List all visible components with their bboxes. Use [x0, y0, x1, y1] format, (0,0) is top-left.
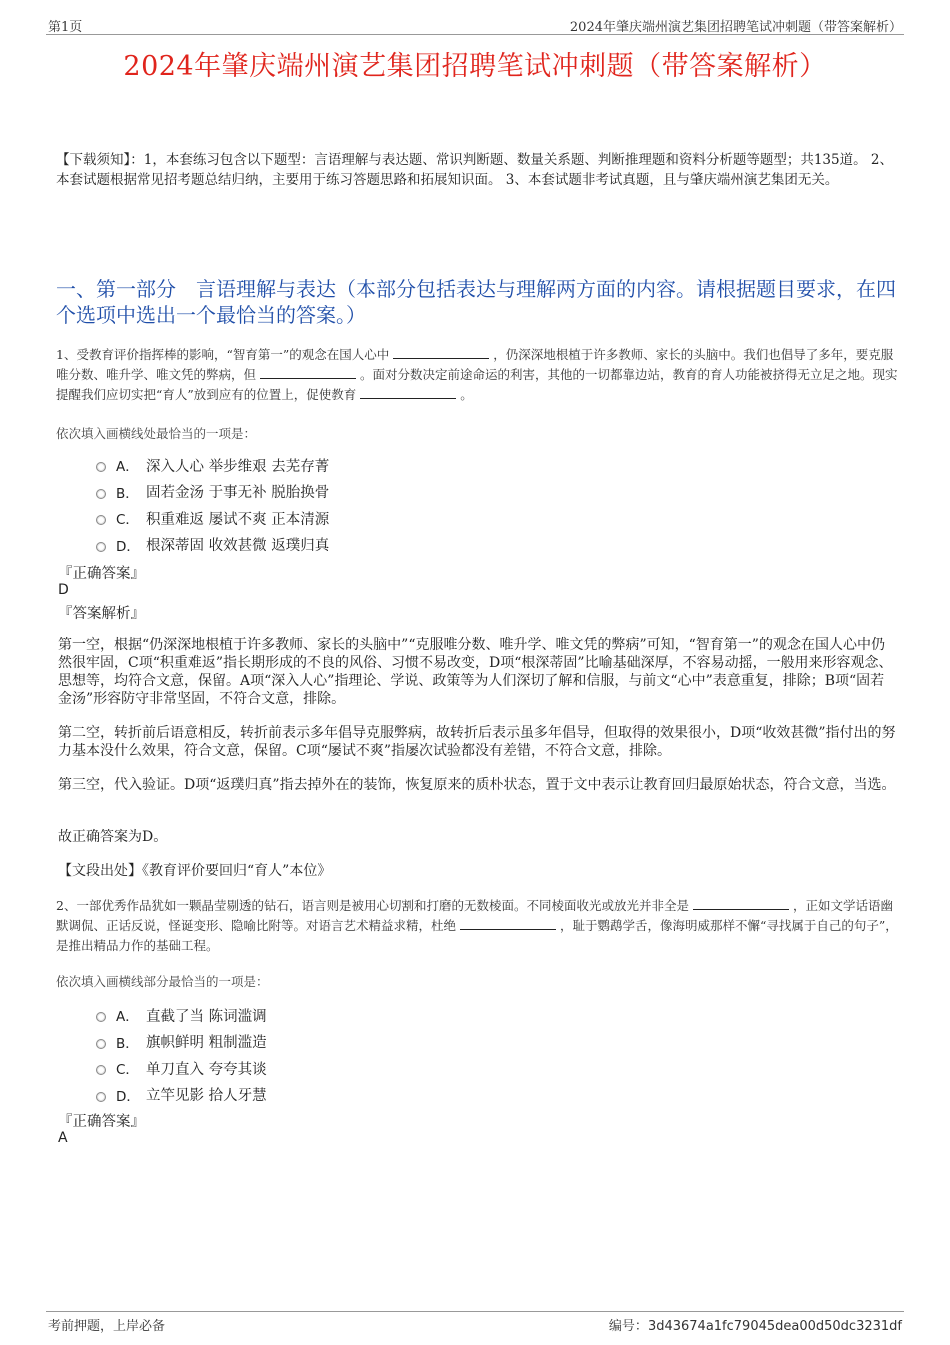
analysis-paragraph: 第二空，转折前后语意相反，转折前表示多年倡导克服弊病，故转折后表示虽多年倡导，但取得的效果很小，D项“收效甚微”指付出的努力基本没什么效果，符合文意，保留。C项“屡试不爽”指屡次试验都没有差错，不符合文意，排除。 — [58, 725, 896, 759]
radio-icon[interactable] — [96, 489, 106, 499]
question-1-stem — [56, 345, 898, 405]
answer-blank — [360, 386, 456, 399]
radio-icon[interactable] — [96, 542, 106, 552]
option-letter: A． — [116, 1009, 139, 1026]
option-c[interactable] — [96, 1055, 267, 1082]
option-text: 根深蒂固 收效甚微 返璞归真 — [146, 538, 330, 555]
option-text: 直截了当 陈词滥调 — [146, 1008, 267, 1025]
option-a[interactable] — [96, 1002, 267, 1029]
footer-code — [609, 1315, 902, 1334]
option-letter: B． — [116, 485, 139, 502]
question-2-stem — [56, 896, 898, 956]
header-doc-title: 2024年肇庆端州演艺集团招聘笔试冲刺题（带答案解析） — [569, 20, 902, 35]
option-d[interactable] — [96, 532, 329, 559]
section-heading: 一、第一部分 言语理解与表达（本部分包括表达与理解两方面的内容。请根据题目要求，在四个选项中选出一个最恰当的答案。） — [56, 277, 896, 327]
download-notice: 【下载须知】：1，本套练习包含以下题型：言语理解与表达题、常识判断题、数量关系题、判断推理题和资料分析题等题型；共135道。 2、本套试题根据常见招考题总结归纳，主要用于练习答题思路和拓展知识面。 3、本套试题非考试真题，且与肇庆端州演艺集团无关。 — [56, 152, 893, 188]
correct-answer: D — [58, 582, 69, 598]
answer-blank — [460, 917, 556, 930]
option-text: 单刀直入 夸夸其谈 — [146, 1061, 267, 1078]
analysis-paragraph: 第三空，代入验证。D项“返璞归真”指去掉外在的装饰，恢复原来的质朴状态，置于文中表示让教育回归最原始状态，符合文意，当选。 — [58, 777, 896, 793]
option-text: 积重难返 屡试不爽 正本清源 — [146, 511, 330, 528]
page-number: 第1页 — [48, 20, 83, 35]
answer-blank — [260, 366, 356, 379]
document-title: 2024年肇庆端州演艺集团招聘笔试冲刺题（带答案解析） — [123, 51, 827, 82]
question-2-options — [96, 1002, 267, 1108]
radio-icon[interactable] — [96, 1092, 106, 1102]
question-1-prompt: 依次填入画横线处最恰当的一项是： — [56, 426, 257, 441]
option-a[interactable] — [96, 452, 329, 479]
option-letter: D． — [116, 538, 140, 555]
question-2-stem-part: 2、一部优秀作品犹如一颗晶莹剔透的钻石，语言则是被用心切割和打磨的无数棱面。不同棱面收光或放光并非全是 — [56, 898, 689, 913]
page-footer — [46, 1311, 904, 1334]
page-header — [46, 14, 904, 35]
radio-icon[interactable] — [96, 515, 106, 525]
option-b[interactable] — [96, 1029, 267, 1056]
question-2-stem-part: ，耻于鹦鹉学舌，像海明威那样不懈“寻找属于自己的句子”，是推出精品力作的基础工程。 — [56, 918, 898, 953]
question-1-stem-part: 。 — [460, 387, 473, 402]
answer-blank — [693, 897, 789, 910]
question-1-stem-part: 。面对分数决定前途命运的利害，其他的一切都靠边站，教育的育人功能被挤得无立足之地。现实提醒我们应切实把“育人”放到应有的位置上，促使教育 — [56, 367, 898, 402]
radio-icon[interactable] — [96, 1039, 106, 1049]
analysis-label: 『答案解析』 — [58, 606, 145, 622]
option-letter: A． — [116, 459, 139, 476]
correct-answer: A — [58, 1130, 68, 1146]
option-letter: C． — [116, 512, 139, 529]
option-letter: D． — [116, 1088, 140, 1105]
analysis-conclusion: 故正确答案为D。 — [58, 829, 168, 845]
question-1-stem-part: 1、受教育评价指挥棒的影响，“智育第一”的观念在国人心中 — [56, 347, 390, 362]
correct-answer-label: 『正确答案』 — [58, 1114, 145, 1130]
option-d[interactable] — [96, 1082, 267, 1109]
option-text: 立竿见影 拾人牙慧 — [146, 1088, 267, 1105]
radio-icon[interactable] — [96, 462, 106, 472]
option-text: 固若金汤 于事无补 脱胎换骨 — [146, 485, 330, 502]
radio-icon[interactable] — [96, 1065, 106, 1075]
option-text: 深入人心 举步维艰 去芜存菁 — [146, 458, 330, 475]
question-1-stem-part: ，仍深深地根植于许多教师、家长的头脑中。我们也倡导了多年，要克服唯分数、唯升学、唯文凭的弊病，但 — [56, 347, 894, 382]
footer-code-value: 3d43674a1fc79045dea00d50dc3231df — [647, 1319, 902, 1334]
option-c[interactable] — [96, 505, 329, 532]
option-b[interactable] — [96, 479, 329, 506]
answer-blank — [393, 346, 489, 359]
question-1-options — [96, 452, 329, 558]
footer-slogan: 考前押题，上岸必备 — [48, 1319, 166, 1334]
radio-icon[interactable] — [96, 1012, 106, 1022]
correct-answer-label: 『正确答案』 — [58, 566, 145, 582]
question-2-stem-part: ，正如文学话语幽默调侃、正话反说，怪诞变形、隐喻比附等。对语言艺术精益求精，杜绝 — [56, 898, 893, 933]
text-source: 【文段出处】《教育评价要回归“育人”本位》 — [58, 863, 332, 879]
analysis-paragraph: 第一空，根据“仍深深地根植于许多教师、家长的头脑中”“克服唯分数、唯升学、唯文凭的弊病”可知，“智育第一”的观念在国人心中仍然很牢固，C项“积重难返”指长期形成的不良的风俗、习惯不易改变，D项“根深蒂固”比喻基础深厚，不容易动摇，一般用来形容观念、思想等，均符合文意，保留。A项“深入人心”指理论、学说、政策等为人们深切了解和信服，与前文“心中”表意重复，排除；B项“固若金汤”形容防守非常坚固，不符合文意，排除。 — [58, 637, 893, 707]
question-2-prompt: 依次填入画横线部分最恰当的一项是： — [56, 974, 269, 989]
option-letter: B． — [116, 1035, 139, 1052]
option-letter: C． — [116, 1062, 139, 1079]
footer-code-label: 编号： — [608, 1319, 648, 1334]
option-text: 旗帜鲜明 粗制滥造 — [146, 1035, 267, 1052]
